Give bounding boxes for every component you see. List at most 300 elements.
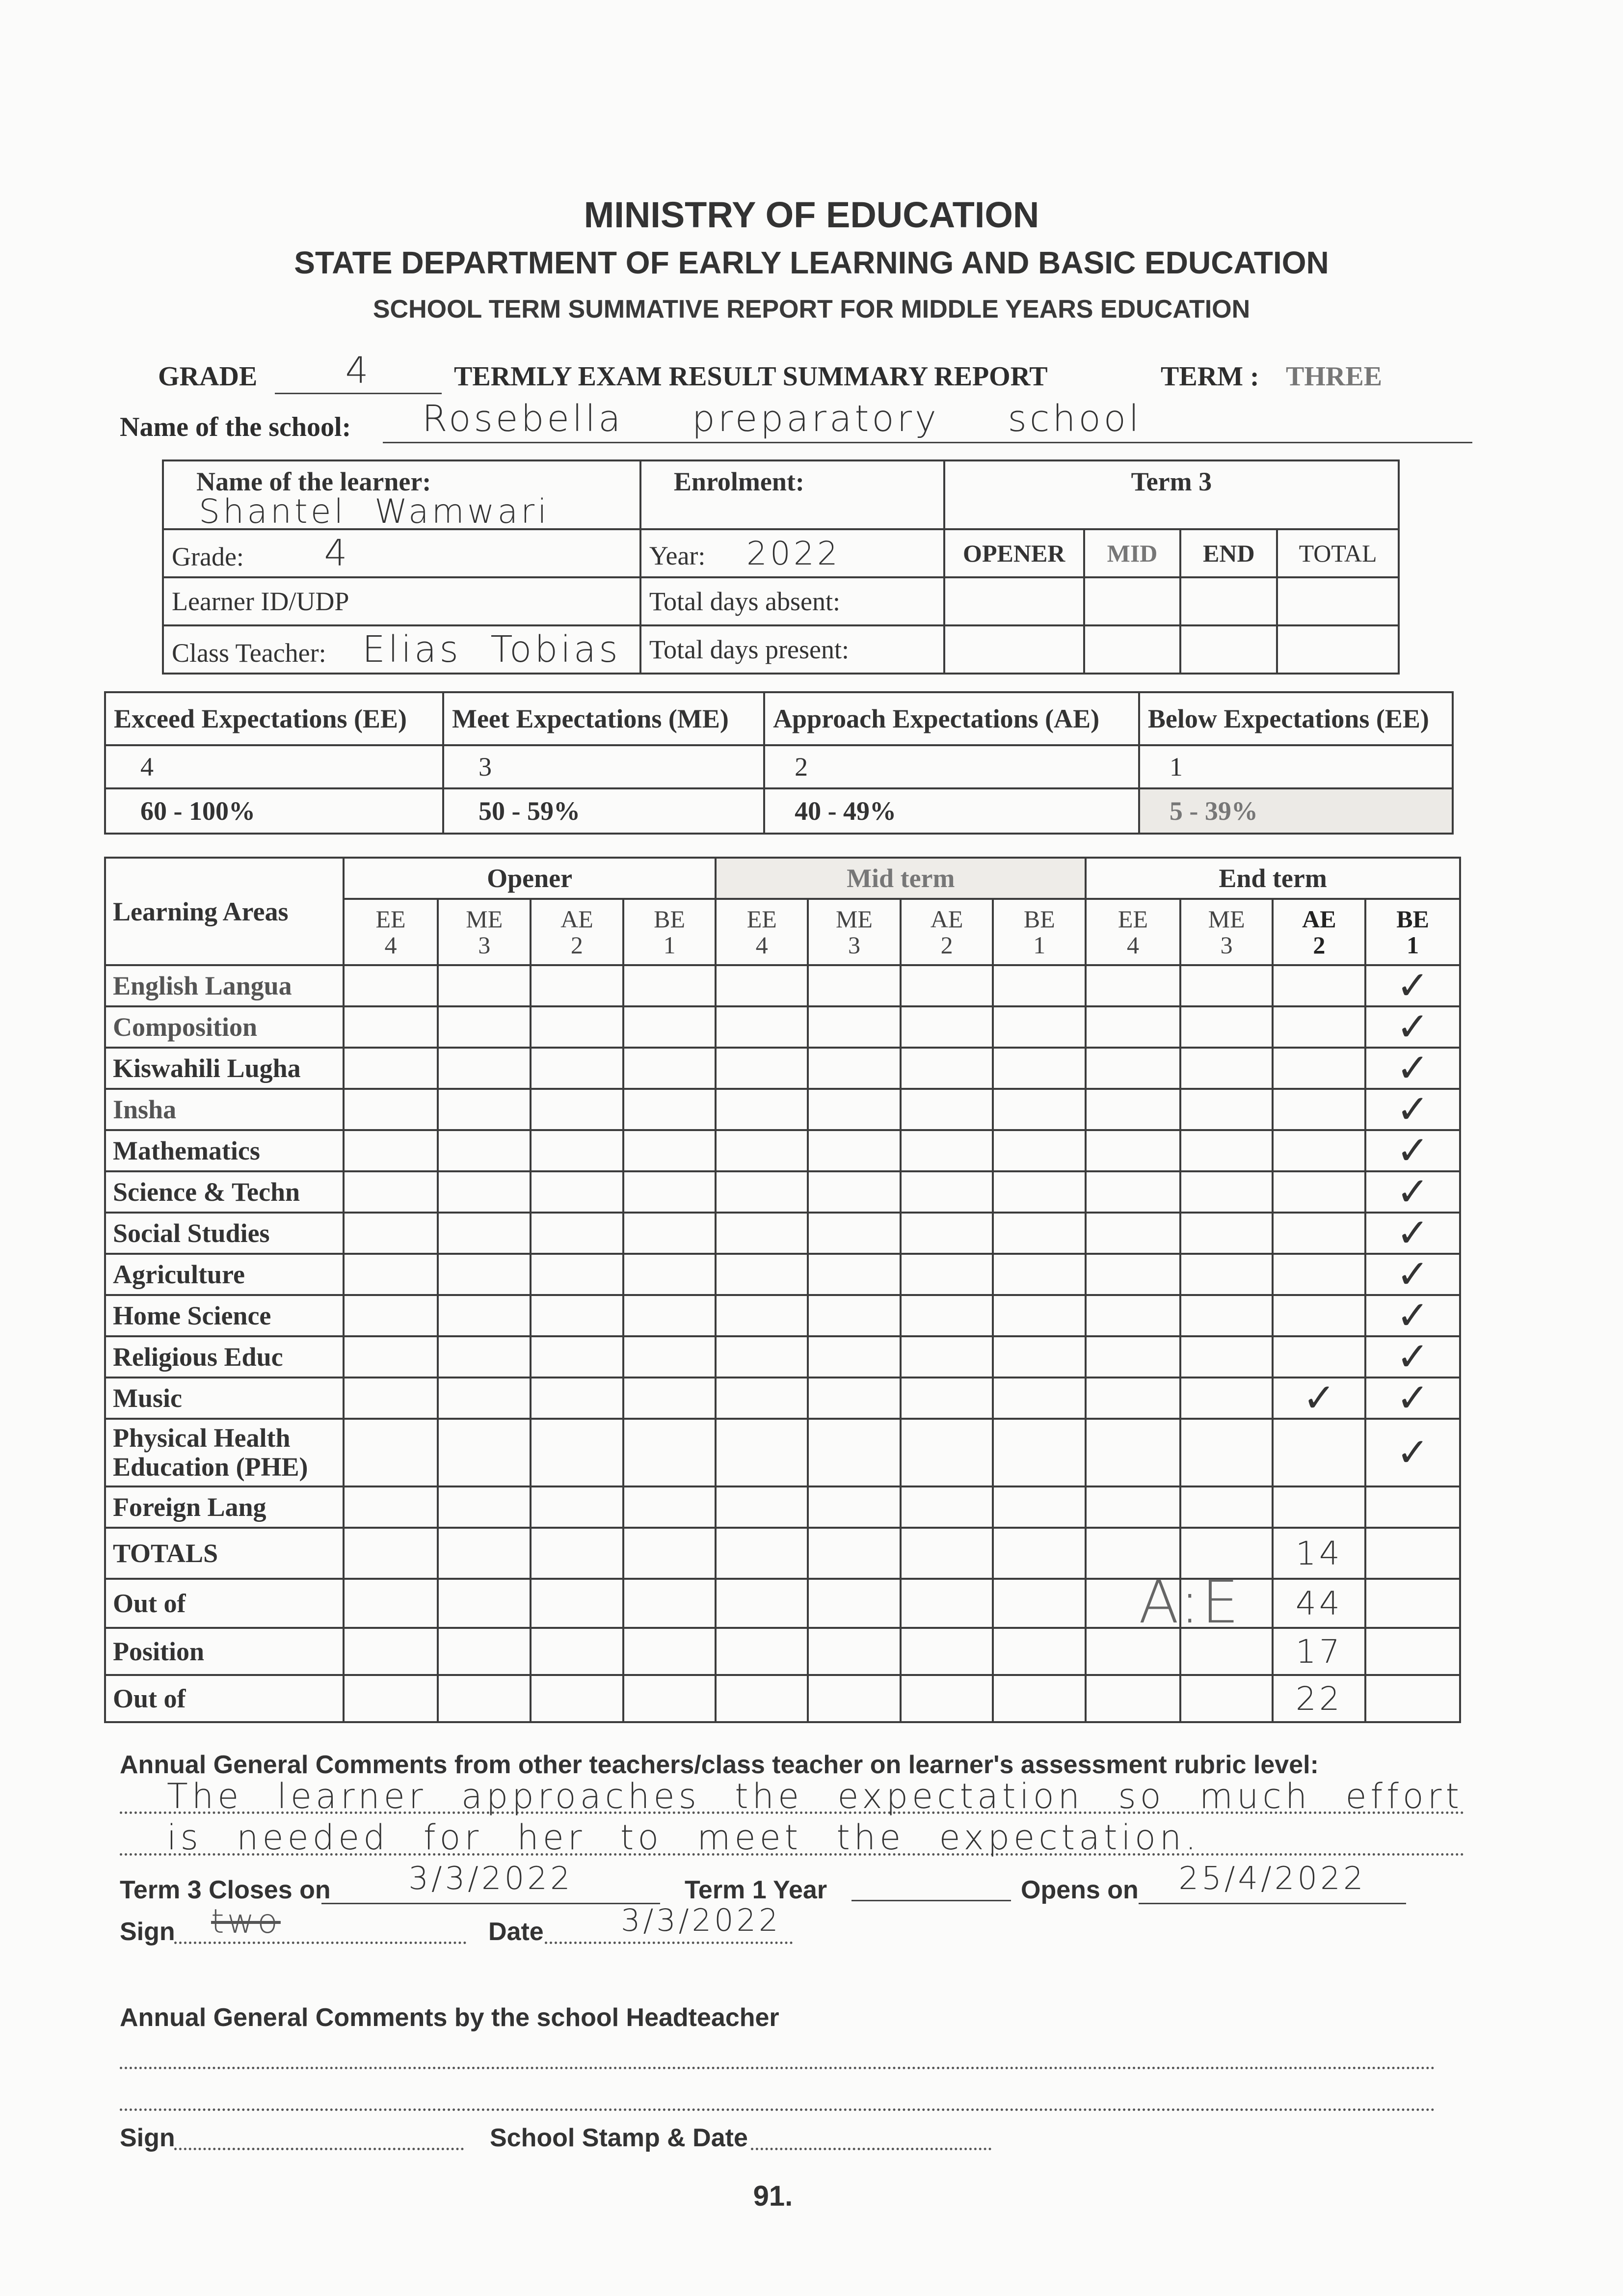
grade-cell[interactable]: [808, 965, 901, 1006]
grade-cell[interactable]: [1365, 1486, 1460, 1528]
summary-cell[interactable]: [716, 1628, 808, 1675]
present-opener[interactable]: [944, 625, 1084, 674]
table-row: [105, 1048, 1460, 1089]
summary-cell[interactable]: [623, 1528, 716, 1579]
info-grade-label: Grade:: [172, 542, 244, 571]
report-type-title: SCHOOL TERM SUMMATIVE REPORT FOR MIDDLE YEARS EDUCATION: [372, 295, 1251, 324]
summary-cell[interactable]: [344, 1528, 438, 1579]
grade-cell[interactable]: [716, 1378, 808, 1419]
grade-cell[interactable]: [531, 1171, 623, 1213]
grade-cell[interactable]: [1086, 1171, 1180, 1213]
summary-cell[interactable]: [901, 1628, 993, 1675]
grade-cell[interactable]: [344, 1486, 438, 1528]
grade-cell[interactable]: [901, 1486, 993, 1528]
grade-cell[interactable]: [438, 1419, 531, 1486]
grade-cell[interactable]: [623, 965, 716, 1006]
grade-cell[interactable]: [344, 1048, 438, 1089]
present-end[interactable]: [1180, 625, 1277, 674]
grade-cell[interactable]: [1180, 1213, 1273, 1254]
summary-cell[interactable]: [623, 1579, 716, 1628]
grade-cell[interactable]: [808, 1130, 901, 1171]
grade-cell[interactable]: [1180, 1048, 1273, 1089]
grade-cell[interactable]: [901, 1171, 993, 1213]
summary-value: 22: [1295, 1679, 1343, 1718]
year-label: Year:: [649, 540, 706, 570]
absent-total[interactable]: [1277, 577, 1399, 625]
table-row: [105, 1254, 1460, 1295]
sub-level: 2: [940, 931, 953, 959]
grade-cell[interactable]: [901, 1336, 993, 1378]
grade-cell[interactable]: [808, 1336, 901, 1378]
grade-cell[interactable]: [1180, 965, 1273, 1006]
sub-header-mid-ee: [716, 899, 808, 965]
sub-level: 1: [1033, 931, 1046, 959]
summary-cell[interactable]: [531, 1628, 623, 1675]
grade-cell[interactable]: [1086, 1336, 1180, 1378]
grade-cell[interactable]: [901, 1130, 993, 1171]
grade-cell[interactable]: [993, 1336, 1086, 1378]
grade-cell[interactable]: [1365, 1375, 1460, 1421]
grade-cell[interactable]: [438, 1130, 531, 1171]
grade-cell[interactable]: [531, 1254, 623, 1295]
sub-code: BE: [1023, 905, 1055, 933]
grade-cell[interactable]: [1365, 1045, 1460, 1091]
grade-cell[interactable]: [716, 965, 808, 1006]
summary-label: Position: [105, 1628, 344, 1675]
subject-label: English Langua: [105, 965, 344, 1006]
summary-cell[interactable]: [1180, 1675, 1273, 1722]
grade-cell[interactable]: [1273, 1171, 1365, 1213]
tick-mark-icon: ✓: [1396, 1210, 1430, 1256]
summary-cell[interactable]: [531, 1528, 623, 1579]
summary-cell[interactable]: [716, 1675, 808, 1722]
summary-rows: [105, 1528, 1460, 1722]
grade-cell[interactable]: [1365, 1171, 1460, 1213]
grade-cell[interactable]: [901, 1378, 993, 1419]
summary-row: [105, 1628, 1460, 1675]
grade-cell[interactable]: [716, 1486, 808, 1528]
summary-cell[interactable]: [344, 1628, 438, 1675]
summary-cell[interactable]: [1273, 1579, 1365, 1628]
grade-cell[interactable]: [344, 1006, 438, 1048]
teacher-comment-1[interactable]: The learner approaches the expectation so much effort: [167, 1776, 1463, 1816]
table-row: [105, 965, 1460, 1006]
grade-cell[interactable]: [531, 1213, 623, 1254]
subject-rows: [105, 965, 1460, 1528]
summary-cell[interactable]: [993, 1675, 1086, 1722]
grade-cell[interactable]: [1273, 1213, 1365, 1254]
grade-cell[interactable]: [344, 1295, 438, 1336]
table-row: [105, 1486, 1460, 1528]
grade-cell[interactable]: [1365, 1419, 1460, 1486]
summary-label: TOTALS: [105, 1528, 344, 1579]
sub-level: 3: [1220, 931, 1233, 959]
summary-cell[interactable]: [623, 1628, 716, 1675]
grade-cell[interactable]: [344, 1089, 438, 1130]
grade-cell[interactable]: [1365, 965, 1460, 1006]
absent-mid[interactable]: [1084, 577, 1181, 625]
summary-cell[interactable]: [808, 1528, 901, 1579]
grade-cell[interactable]: [716, 1295, 808, 1336]
head-sign-line[interactable]: [174, 2148, 464, 2150]
term1-year-label: Term 1 Year: [685, 1876, 827, 1904]
grade-cell[interactable]: [623, 1130, 716, 1171]
summary-cell[interactable]: [1273, 1628, 1365, 1675]
rubric-range-be: 5 - 39%: [1139, 788, 1453, 834]
grade-cell[interactable]: [531, 1130, 623, 1171]
sub-code: BE: [654, 905, 686, 933]
grade-cell[interactable]: [438, 1378, 531, 1419]
grade-cell[interactable]: [1180, 1089, 1273, 1130]
summary-cell[interactable]: [1365, 1628, 1460, 1675]
grade-cell[interactable]: [623, 1378, 716, 1419]
grade-cell[interactable]: [808, 1419, 901, 1486]
grade-cell[interactable]: [438, 1213, 531, 1254]
grade-cell[interactable]: [901, 1254, 993, 1295]
grade-cell[interactable]: [1273, 1336, 1365, 1378]
grade-cell[interactable]: [1365, 1210, 1460, 1256]
summary-cell[interactable]: [808, 1675, 901, 1722]
grade-cell[interactable]: [1086, 1089, 1180, 1130]
stamp-line[interactable]: [751, 2148, 991, 2150]
info-grade-value[interactable]: 4: [324, 532, 350, 574]
group-endterm: End term: [1086, 858, 1460, 899]
grade-cell[interactable]: [808, 1213, 901, 1254]
summary-cell[interactable]: [993, 1579, 1086, 1628]
grade-cell[interactable]: [344, 1213, 438, 1254]
rubric-header-ee: Exceed Expectations (EE): [105, 692, 443, 745]
summary-cell[interactable]: [901, 1675, 993, 1722]
summary-cell[interactable]: [901, 1579, 993, 1628]
sub-header-mid-be: [993, 899, 1086, 965]
grade-cell[interactable]: [531, 1419, 623, 1486]
grade-cell[interactable]: [808, 1171, 901, 1213]
absent-label: Total days absent:: [640, 577, 944, 625]
grade-cell[interactable]: [531, 1089, 623, 1130]
grade-cell[interactable]: [993, 1130, 1086, 1171]
grade-cell[interactable]: [808, 1295, 901, 1336]
school-name-value[interactable]: Rosebella preparatory school: [383, 398, 1472, 443]
present-mid[interactable]: [1084, 625, 1181, 674]
grade-cell[interactable]: [993, 1254, 1086, 1295]
rubric-level-be: 1: [1139, 745, 1453, 788]
grade-cell[interactable]: [808, 1089, 901, 1130]
date-value[interactable]: 3/3/2022: [621, 1902, 781, 1938]
grade-cell[interactable]: [438, 1486, 531, 1528]
grade-cell[interactable]: [901, 1048, 993, 1089]
learning-areas-header: Learning Areas: [105, 858, 344, 965]
table-row: [105, 1213, 1460, 1254]
grade-cell[interactable]: [901, 1089, 993, 1130]
grade-cell[interactable]: [716, 1336, 808, 1378]
grade-cell[interactable]: [438, 1048, 531, 1089]
summary-cell[interactable]: [1273, 1528, 1365, 1579]
grade-cell[interactable]: [1273, 1375, 1365, 1421]
term3-header: Term 3: [944, 460, 1399, 529]
learner-info-table: [162, 459, 1400, 675]
grade-cell[interactable]: [1086, 1213, 1180, 1254]
summary-cell[interactable]: [344, 1579, 438, 1628]
summary-cell[interactable]: [716, 1528, 808, 1579]
grade-cell[interactable]: [438, 965, 531, 1006]
grade-cell[interactable]: [1180, 1486, 1273, 1528]
grade-cell[interactable]: [438, 1336, 531, 1378]
summary-cell[interactable]: [716, 1579, 808, 1628]
page-number: 91.: [753, 2180, 793, 2212]
grade-cell[interactable]: [623, 1171, 716, 1213]
tick-mark-icon: ✓: [1396, 1045, 1430, 1091]
sub-code: ME: [1208, 905, 1245, 933]
grade-cell[interactable]: [531, 1048, 623, 1089]
opens-value[interactable]: 25/4/2022: [1139, 1861, 1406, 1904]
grade-cell[interactable]: [623, 1006, 716, 1048]
summary-cell[interactable]: [808, 1579, 901, 1628]
sub-header-opener-me: [438, 899, 531, 965]
learner-name-value[interactable]: Shantel Wamwari: [199, 492, 550, 531]
tick-mark-icon: ✓: [1396, 1128, 1430, 1173]
grade-cell[interactable]: [808, 1254, 901, 1295]
grade-cell[interactable]: [623, 1089, 716, 1130]
grade-cell[interactable]: [808, 1486, 901, 1528]
teacher-signature: two: [211, 1902, 281, 1941]
grade-cell[interactable]: [993, 1486, 1086, 1528]
headteacher-comments-heading: Annual General Comments by the school Headteacher: [120, 2003, 779, 2032]
grade-cell[interactable]: [993, 1378, 1086, 1419]
grade-cell[interactable]: [1273, 1486, 1365, 1528]
grade-cell[interactable]: [716, 1213, 808, 1254]
rubric-header-be: Below Expectations (EE): [1139, 692, 1453, 745]
present-total[interactable]: [1277, 625, 1399, 674]
grade-cell[interactable]: [1086, 1419, 1180, 1486]
grade-cell[interactable]: [1086, 1130, 1180, 1171]
sub-code: BE: [1396, 905, 1429, 933]
grade-cell[interactable]: [344, 1336, 438, 1378]
grade-cell[interactable]: [1365, 1295, 1460, 1336]
grade-cell[interactable]: [1273, 965, 1365, 1006]
grade-cell[interactable]: [438, 1089, 531, 1130]
grade-cell[interactable]: [1180, 1378, 1273, 1419]
grade-cell[interactable]: [531, 1378, 623, 1419]
year-value[interactable]: 2022: [746, 534, 841, 572]
grade-cell[interactable]: [1180, 1419, 1273, 1486]
grade-cell[interactable]: [993, 1419, 1086, 1486]
grade-cell[interactable]: [808, 1006, 901, 1048]
summary-cell[interactable]: [531, 1579, 623, 1628]
grade-cell[interactable]: [531, 1336, 623, 1378]
summary-cell[interactable]: [1365, 1675, 1460, 1722]
rubric-header-ae: Approach Expectations (AE): [764, 692, 1139, 745]
grade-cell[interactable]: [623, 1048, 716, 1089]
absent-end[interactable]: [1180, 577, 1277, 625]
subject-label: Kiswahili Lugha: [105, 1048, 344, 1089]
grade-cell[interactable]: [716, 1171, 808, 1213]
grade-cell[interactable]: [993, 1089, 1086, 1130]
grade-cell[interactable]: [1086, 1006, 1180, 1048]
opens-label: Opens on: [1021, 1876, 1139, 1904]
table-row: [105, 1089, 1460, 1130]
grade-cell[interactable]: [1273, 1254, 1365, 1295]
summary-cell[interactable]: [1273, 1675, 1365, 1722]
tick-mark-icon: ✓: [1396, 963, 1430, 1008]
head-comment-line-2[interactable]: [120, 2108, 1435, 2111]
grade-cell[interactable]: [1086, 1378, 1180, 1419]
grade-cell[interactable]: [623, 1213, 716, 1254]
sub-code: EE: [746, 905, 777, 933]
table-row: [105, 1336, 1460, 1378]
grade-cell[interactable]: [1180, 1254, 1273, 1295]
teacher-label: Class Teacher:: [172, 638, 326, 668]
tick-mark-icon: ✓: [1396, 1004, 1430, 1050]
grade-cell[interactable]: [901, 1419, 993, 1486]
grade-cell[interactable]: [1086, 965, 1180, 1006]
grade-cell[interactable]: [1086, 1486, 1180, 1528]
summary-value: 44: [1295, 1584, 1343, 1622]
summary-cell[interactable]: [438, 1628, 531, 1675]
grade-cell[interactable]: [344, 1254, 438, 1295]
tick-mark-icon: ✓: [1396, 1375, 1430, 1421]
rubric-level-ee: 4: [105, 745, 443, 788]
teacher-value[interactable]: Elias Tobias: [362, 628, 621, 671]
grade-cell[interactable]: [623, 1336, 716, 1378]
teacher-comment-2[interactable]: is needed for her to meet the expectation.: [167, 1817, 1200, 1858]
summary-cell[interactable]: [438, 1675, 531, 1722]
summary-cell[interactable]: [901, 1528, 993, 1579]
tick-mark-icon: ✓: [1396, 1251, 1430, 1297]
grade-cell[interactable]: [716, 1089, 808, 1130]
subject-label: Mathematics: [105, 1130, 344, 1171]
grade-cell[interactable]: [1273, 1006, 1365, 1048]
grade-cell[interactable]: [901, 1213, 993, 1254]
stamp-label: School Stamp & Date: [490, 2124, 748, 2152]
sign-label: Sign: [120, 1918, 175, 1946]
grade-cell[interactable]: [1365, 1086, 1460, 1132]
rubric-level-ae: 2: [764, 745, 1139, 788]
grade-cell[interactable]: [344, 1130, 438, 1171]
enrolment-cell: [640, 460, 944, 529]
grade-cell[interactable]: [1273, 1295, 1365, 1336]
grade-cell[interactable]: [1273, 1419, 1365, 1486]
grade-cell[interactable]: [531, 1295, 623, 1336]
sub-header-end-ae: [1273, 899, 1365, 965]
grade-cell[interactable]: [901, 965, 993, 1006]
grade-cell[interactable]: [438, 1295, 531, 1336]
summary-value: 14: [1295, 1534, 1343, 1572]
sub-level: 4: [1126, 931, 1139, 959]
grade-value[interactable]: 4: [275, 350, 442, 394]
grade-cell[interactable]: [1273, 1048, 1365, 1089]
grade-cell[interactable]: [1273, 1089, 1365, 1130]
summary-row: [105, 1579, 1460, 1628]
grade-cell[interactable]: [716, 1048, 808, 1089]
grade-cell[interactable]: [1273, 1130, 1365, 1171]
grade-cell[interactable]: [344, 965, 438, 1006]
tick-mark-icon: ✓: [1303, 1375, 1336, 1421]
rubric-level-me: 3: [443, 745, 764, 788]
summary-cell[interactable]: [438, 1528, 531, 1579]
sub-header-end-me: [1180, 899, 1273, 965]
absent-opener[interactable]: [944, 577, 1084, 625]
grade-cell[interactable]: [808, 1048, 901, 1089]
grade-cell[interactable]: [1365, 1251, 1460, 1297]
grade-cell[interactable]: [993, 1171, 1086, 1213]
subject-label: Science & Techn: [105, 1171, 344, 1213]
closes-value[interactable]: 3/3/2022: [321, 1861, 660, 1904]
term-label: TERM :: [1161, 361, 1259, 392]
rubric-range-ee: 60 - 100%: [105, 788, 443, 834]
grade-cell[interactable]: [438, 1006, 531, 1048]
grade-cell[interactable]: [1086, 1295, 1180, 1336]
subject-label: Home Science: [105, 1295, 344, 1336]
grade-cell[interactable]: [993, 1006, 1086, 1048]
summary-cell[interactable]: [1086, 1675, 1180, 1722]
summary-cell[interactable]: [1365, 1528, 1460, 1579]
grade-cell[interactable]: [1180, 1171, 1273, 1213]
summary-cell[interactable]: [623, 1675, 716, 1722]
enrolment-label: Enrolment:: [673, 467, 804, 496]
summary-cell[interactable]: [531, 1675, 623, 1722]
summary-cell[interactable]: [993, 1628, 1086, 1675]
grade-cell[interactable]: [993, 1295, 1086, 1336]
summary-cell[interactable]: [993, 1528, 1086, 1579]
grade-cell[interactable]: [1180, 1295, 1273, 1336]
grade-cell[interactable]: [344, 1419, 438, 1486]
summary-cell[interactable]: [808, 1628, 901, 1675]
head-comment-line-1[interactable]: [120, 2067, 1435, 2069]
sub-header-opener-be: [623, 899, 716, 965]
grade-cell[interactable]: [1365, 1006, 1460, 1048]
grade-cell[interactable]: [623, 1419, 716, 1486]
summary-cell[interactable]: [344, 1675, 438, 1722]
grade-cell[interactable]: [901, 1295, 993, 1336]
grade-cell[interactable]: [716, 1254, 808, 1295]
grade-cell[interactable]: [1180, 1336, 1273, 1378]
grade-cell[interactable]: [1086, 1048, 1180, 1089]
grade-cell[interactable]: [623, 1295, 716, 1336]
grade-cell[interactable]: [531, 965, 623, 1006]
grade-cell[interactable]: [1365, 1336, 1460, 1378]
grade-cell[interactable]: [993, 965, 1086, 1006]
grade-cell[interactable]: [438, 1254, 531, 1295]
grade-cell[interactable]: [531, 1486, 623, 1528]
grade-cell[interactable]: [993, 1048, 1086, 1089]
table-row: [105, 1295, 1460, 1336]
grade-cell[interactable]: [1180, 1006, 1273, 1048]
grade-cell[interactable]: [623, 1254, 716, 1295]
grade-cell[interactable]: [344, 1378, 438, 1419]
tick-mark-icon: ✓: [1396, 1086, 1430, 1132]
summary-cell[interactable]: [438, 1579, 531, 1628]
grade-cell[interactable]: [716, 1130, 808, 1171]
grade-cell[interactable]: [716, 1006, 808, 1048]
summary-cell[interactable]: [1365, 1579, 1460, 1628]
learner-name-label: Name of the learner:: [196, 467, 431, 496]
grade-cell[interactable]: [808, 1378, 901, 1419]
grade-cell[interactable]: [716, 1419, 808, 1486]
grade-cell[interactable]: [993, 1213, 1086, 1254]
summary-label: Out of: [105, 1675, 344, 1722]
table-row: [105, 1006, 1460, 1048]
term1-year-value[interactable]: [851, 1900, 1011, 1901]
grade-cell[interactable]: [438, 1171, 531, 1213]
grade-cell[interactable]: [1086, 1254, 1180, 1295]
grade-cell[interactable]: [623, 1486, 716, 1528]
grade-cell[interactable]: [901, 1006, 993, 1048]
grade-cell[interactable]: [344, 1171, 438, 1213]
grade-cell[interactable]: [531, 1006, 623, 1048]
overall-grade: A:E: [1139, 1568, 1241, 1637]
grade-cell[interactable]: [1365, 1130, 1460, 1171]
grade-cell[interactable]: [1180, 1130, 1273, 1171]
